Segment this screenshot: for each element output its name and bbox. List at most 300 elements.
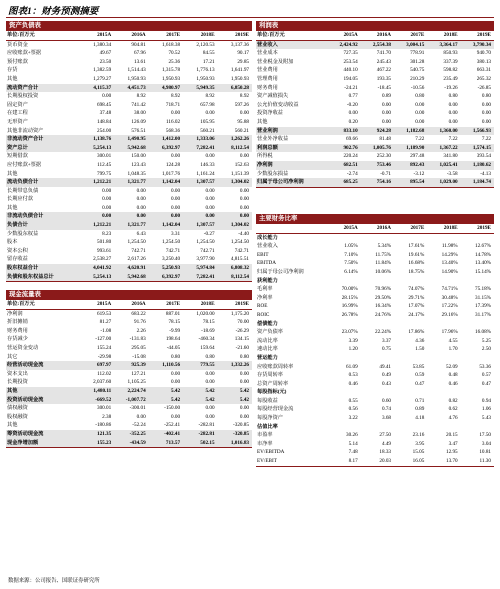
cell-value: 1,333.06 [183, 135, 217, 144]
cell-value: 1.20 [348, 346, 358, 353]
cell-value: -0.20 [346, 101, 358, 108]
cell-value [427, 277, 460, 286]
income-statement-title: 利润表 [256, 21, 494, 31]
cell-value: -44.05 [166, 344, 181, 351]
row-label: 营业收入 [256, 40, 327, 49]
cell-value: 0.94 [481, 397, 491, 404]
cell-value: 8.92 [239, 93, 249, 100]
cell-value: 1,254.50 [230, 239, 249, 246]
cell-value: 1,382.59 [93, 67, 112, 74]
cell-value: 78.15 [202, 319, 215, 326]
cell-value: 3.68 [381, 415, 392, 422]
table-row [256, 49, 494, 58]
category-row [256, 233, 494, 242]
cell-value: 29.85 [237, 58, 249, 65]
row-label: 应付账款+票据 [7, 161, 42, 168]
cell-value: 16.34% [375, 303, 392, 310]
header-year: 2018E [183, 31, 217, 40]
cell-value: 742.71 [234, 247, 249, 254]
cell-value: 1,618.38 [161, 41, 181, 48]
left-column-lower [6, 290, 252, 448]
cell-value: 297.48 [410, 153, 425, 160]
table-row [256, 397, 494, 406]
cell-value: 300.01 [96, 153, 112, 160]
cell-value [461, 233, 494, 242]
cell-value: 1,304.02 [218, 221, 252, 230]
cell-value [361, 233, 394, 242]
cell-value: 5,974.84 [183, 264, 217, 273]
cell-value: 4.55 [448, 337, 458, 344]
row-label: 其他非流动资产 [7, 127, 44, 134]
cell-value: 1,262.26 [218, 135, 252, 144]
table-row [6, 439, 252, 448]
cell-value: 1,321.77 [114, 221, 148, 230]
cell-value: 1,566.93 [461, 127, 494, 136]
cell-value: 0.00 [205, 153, 215, 160]
cell-value: 19.61% [408, 251, 425, 258]
table-row [256, 118, 494, 127]
cell-value: 11.84% [375, 260, 392, 267]
cell-value: -127.00 [95, 336, 112, 343]
cell-value: 0.00 [415, 110, 425, 117]
cell-value: 5.43 [481, 415, 491, 422]
cell-value [327, 277, 360, 286]
cell-value: 1,254.50 [161, 239, 181, 246]
cell-value: 194.05 [343, 75, 358, 82]
cell-value: -52.24 [132, 422, 146, 429]
cell-value: 741.42 [131, 101, 146, 108]
cell-value: 53.36 [479, 363, 491, 370]
cell-value: 0.00 [136, 413, 146, 420]
cell-value: 3.47 [448, 440, 458, 447]
cell-value: 1,480.11 [80, 387, 114, 396]
cell-value: 713.57 [149, 439, 183, 448]
cell-value: 23.16 [412, 432, 425, 439]
cell-value: 1,016.83 [218, 439, 252, 448]
cell-value: 1,315.78 [161, 67, 181, 74]
cell-value: 20.03 [361, 457, 394, 466]
row-label: 其他 [257, 118, 268, 125]
cell-value: 0.00 [102, 93, 112, 100]
right-column-lower [256, 214, 494, 467]
balance-sheet-table [6, 31, 252, 282]
header-year: 2019E [461, 224, 494, 233]
cell-value: -4.40 [238, 230, 249, 237]
row-label: 净利润 [7, 310, 23, 317]
cell-value: 779.55 [183, 361, 217, 370]
cell-value: 2,554.38 [361, 40, 394, 49]
cell-value: -320.85 [218, 430, 252, 439]
cell-value: 8.23 [102, 230, 112, 237]
table-row [6, 135, 252, 144]
cell-value: 1,182.68 [394, 127, 427, 136]
cell-value: 560.21 [200, 127, 215, 134]
cell-value: 78.15 [168, 319, 181, 326]
table-row [256, 40, 494, 49]
cell-value: 27.50 [379, 432, 392, 439]
row-label: 投资活动现金流 [6, 396, 80, 405]
cash-flow-title: 现金流量表 [6, 290, 252, 300]
cell-value: 0.59 [415, 372, 425, 379]
cell-value: 5.25 [481, 337, 491, 344]
cell-value: 254.00 [96, 127, 112, 134]
cell-value: 37.48 [99, 110, 112, 117]
cell-value: 7.50% [344, 260, 358, 267]
table-row [256, 380, 494, 389]
cell-value: 30.48% [441, 294, 458, 301]
cell-value: 18.75% [408, 268, 425, 275]
header-year: 2019E [461, 31, 494, 40]
cell-value: 10.81 [479, 449, 491, 456]
cell-value: -18.69 [201, 327, 215, 334]
cell-value: 727.35 [343, 50, 358, 57]
table-row [256, 259, 494, 268]
table-row [256, 242, 494, 251]
cell-value: 440.10 [343, 67, 358, 74]
cell-value: 17.07% [408, 303, 425, 310]
cell-value: 0.00 [381, 118, 392, 125]
cell-value: 0.00 [102, 187, 112, 194]
table-row [256, 302, 494, 311]
cell-value: 30.26 [346, 432, 358, 439]
row-label: 每股收益 [257, 397, 278, 404]
cell-value: 0.80 [415, 93, 425, 100]
row-label: 流动比率 [257, 337, 278, 344]
cell-value: 3.04 [481, 440, 491, 447]
cell-value: -29.98 [97, 353, 112, 360]
cell-value: 155.24 [96, 344, 112, 351]
table-row [6, 255, 252, 264]
cell-value: 146.33 [200, 161, 215, 168]
row-label: EV/EBITDA [257, 449, 285, 456]
cell-value: 28.15% [341, 294, 358, 301]
row-label: 归属于母公司净利润 [257, 268, 304, 275]
cell-value: 0.00 [205, 187, 215, 194]
cell-value: 8.92 [136, 93, 146, 100]
cell-value: 380.13 [476, 58, 491, 65]
cell-value: 10.06% [375, 268, 392, 275]
ratios-table [256, 224, 494, 467]
cell-value: 1,279.27 [93, 75, 112, 82]
table-row [6, 195, 252, 204]
header-year: 2017E [149, 300, 183, 309]
row-label: 营业收入 [257, 243, 278, 250]
cell-value: 0.00 [205, 204, 215, 211]
cell-value: 393.54 [476, 153, 491, 160]
cell-value: 1,360.00 [427, 127, 460, 136]
category-row [256, 320, 494, 329]
cell-value: 11.75% [375, 251, 392, 258]
table-row [256, 84, 494, 93]
cell-value: 245.43 [376, 58, 392, 65]
cell-value: 24.17% [408, 311, 425, 318]
row-label: 每股净资产 [257, 415, 283, 422]
cell-value: 467.22 [376, 67, 392, 74]
cell-value: 3,250.40 [161, 256, 181, 263]
row-label: ROIC [257, 311, 270, 318]
cell-value: 3.31 [171, 230, 181, 237]
cell-value: 4,980.97 [149, 84, 183, 93]
row-label: 预付账款 [7, 58, 28, 65]
row-label: 存货减少 [7, 336, 28, 343]
table-row [6, 421, 252, 430]
row-label: 应收账款+票据 [7, 50, 42, 57]
cell-value: 22.24% [375, 329, 392, 336]
cell-value [327, 423, 360, 432]
cell-value [461, 423, 494, 432]
row-label: EBIT [257, 251, 269, 258]
row-label: 资本支出 [7, 370, 28, 377]
cell-value: 0.00 [239, 405, 249, 412]
table-row [256, 251, 494, 260]
cell-value: 598.82 [443, 67, 458, 74]
cell-value: 23.07% [341, 329, 358, 336]
cell-value: 8,112.54 [218, 273, 252, 282]
cell-value: 0.80 [239, 353, 249, 360]
cell-value: 16.99% [341, 303, 358, 310]
cell-value: 220.24 [343, 153, 358, 160]
cell-value: 16.08% [475, 329, 491, 336]
cell-value: 112.02 [97, 370, 112, 377]
row-label: 筹资活动现金流 [6, 430, 80, 439]
cell-value: 0.47 [415, 380, 425, 387]
cell-value: 300.01 [96, 405, 112, 412]
header-year: 2018E [427, 31, 460, 40]
table-row [6, 84, 252, 93]
cell-value: 1,105.25 [127, 379, 146, 386]
cell-value: -669.52 [80, 396, 114, 405]
cell-value: 3,977.90 [196, 256, 215, 263]
cell-value: 1.50 [415, 346, 425, 353]
header-unit-label [256, 224, 327, 233]
cell-value: -4.13 [480, 170, 491, 177]
cell-value: 4,815.51 [230, 256, 249, 263]
cell-value: 2,538.27 [93, 256, 112, 263]
cell-value: 1,307.57 [183, 178, 217, 187]
cell-value: 2,120.53 [196, 41, 215, 48]
cell-value: 7.22 [481, 136, 491, 143]
cell-value: 38.00 [134, 110, 146, 117]
row-label: 其他 [7, 170, 18, 177]
cell-value: 0.00 [205, 405, 215, 412]
cell-value: 6.14% [344, 268, 358, 275]
cell-value: 14.90% [441, 268, 458, 275]
cell-value [327, 233, 360, 242]
table-row [6, 161, 252, 170]
category-row [256, 388, 494, 397]
table-row [256, 405, 494, 414]
cell-value: 940.70 [476, 50, 491, 57]
cell-value: 252.30 [376, 153, 392, 160]
cell-value: 2.38 [102, 413, 112, 420]
cell-value: 501.80 [96, 239, 112, 246]
cell-value: 7.22 [415, 136, 425, 143]
cell-value: 682.51 [327, 161, 360, 170]
cell-value: 253.54 [343, 58, 358, 65]
category-row [256, 423, 494, 432]
cell-value: 61.09 [346, 363, 358, 370]
row-label: 营业利润 [256, 127, 327, 136]
cell-value: 5.42 [218, 396, 252, 405]
table-row [6, 230, 252, 239]
cell-value: 67.96 [134, 50, 146, 57]
cell-value: 0.00 [171, 413, 181, 420]
cell-value: 0.00 [136, 187, 146, 194]
cell-value: 1,950.93 [127, 75, 146, 82]
cell-value: 3,364.17 [427, 40, 460, 49]
row-label: 负债合计 [6, 221, 80, 230]
cell-value: 0.57 [481, 372, 491, 379]
cell-value: 7,282.41 [183, 144, 217, 153]
cell-value: 1,574.15 [461, 144, 494, 153]
row-label: 应收账款周转率 [257, 363, 294, 370]
row-label: 非流动资产合计 [6, 135, 80, 144]
cell-value: 8.17 [327, 457, 360, 466]
cell-value: 25.36 [168, 58, 181, 65]
cell-value: 1,254.50 [196, 239, 215, 246]
cell-value: 1,025.41 [427, 161, 460, 170]
cell-value: 5.42 [149, 387, 183, 396]
cell-value: 0.46 [348, 380, 358, 387]
row-label: 现金净增加额 [6, 439, 80, 448]
cell-value: 7.48 [348, 449, 358, 456]
cell-value: 0.00 [415, 118, 425, 125]
cell-value [361, 354, 394, 363]
cell-value: 18.33 [379, 449, 392, 456]
table-row [256, 294, 494, 303]
cell-value: 2,617.26 [127, 256, 146, 263]
table-row [256, 75, 494, 84]
cell-value: 0.75 [381, 346, 392, 353]
cell-value: 1,029.00 [427, 178, 460, 187]
ratios-title: 主要财务比率 [256, 214, 494, 224]
cell-value: 31.15% [475, 294, 491, 301]
cell-value: 11.98% [441, 243, 458, 250]
table-row [6, 247, 252, 256]
row-label: 总资产周转率 [257, 380, 289, 387]
cell-value: 29.71% [408, 294, 425, 301]
cell-value: 1,138.76 [80, 135, 114, 144]
cell-value: 0.00 [171, 379, 181, 386]
table-row [6, 335, 252, 344]
header-year: 2019E [218, 31, 252, 40]
row-label: 营业费用 [257, 67, 278, 74]
cell-value: 95.88 [237, 118, 249, 125]
cell-value: 0.00 [205, 110, 215, 117]
table-row [256, 144, 494, 153]
cell-value: 5.42 [183, 387, 217, 396]
cell-value: 1,412.00 [149, 135, 183, 144]
cell-value [394, 388, 427, 397]
cell-value: 0.00 [239, 196, 249, 203]
cell-value: -3.58 [446, 170, 458, 177]
cell-value: 13.70 [427, 457, 460, 466]
cell-value: -402.41 [149, 430, 183, 439]
row-label: 其它 [7, 353, 18, 360]
cell-value [394, 233, 427, 242]
row-label: 无形资产 [7, 118, 28, 125]
category-row [256, 354, 494, 363]
cell-value: -460.34 [198, 336, 215, 343]
cell-value: 17.86% [408, 329, 425, 336]
header-year: 2018E [427, 224, 460, 233]
cell-value [327, 354, 360, 363]
row-label: 长期股权投资 [7, 93, 39, 100]
row-label: 股东权益合计 [6, 264, 80, 273]
cell-value: 74.07% [408, 286, 425, 293]
table-header-row [256, 31, 494, 40]
cell-value: 698.45 [96, 101, 112, 108]
cell-value: 0.47 [481, 380, 491, 387]
cell-value [427, 233, 460, 242]
cell-value: 0.46 [448, 380, 458, 387]
cell-value: 155.23 [80, 439, 114, 448]
cell-value: 1,161.24 [196, 170, 215, 177]
cell-value: 7.10% [344, 251, 358, 258]
table-row [6, 238, 252, 247]
category-row [256, 277, 494, 286]
cell-value: 993.61 [96, 247, 112, 254]
cell-value: -26.29 [235, 327, 249, 334]
cell-value: 17.39% [475, 303, 491, 310]
cell-value: 70.00 [237, 319, 249, 326]
cell-value: -180.86 [95, 422, 112, 429]
cell-value: 718.71 [165, 101, 181, 108]
cell-value: 1,254.50 [127, 239, 146, 246]
cell-value: 0.80 [448, 93, 458, 100]
cell-value: 5,949.35 [183, 84, 217, 93]
table-row [256, 363, 494, 372]
table-row [6, 92, 252, 101]
cell-value: 0.00 [136, 204, 146, 211]
table-row [6, 127, 252, 136]
cell-value: 148.84 [96, 118, 112, 125]
row-label: 经营活动现金流 [6, 361, 80, 370]
header-year: 2015A [327, 224, 360, 233]
cell-value: 5.14 [348, 440, 358, 447]
cell-value: 127.21 [131, 370, 146, 377]
table-row [6, 387, 252, 396]
cell-value: 210.29 [410, 75, 425, 82]
cell-value: 24.76% [375, 311, 392, 318]
cell-value: 0.00 [448, 101, 458, 108]
row-label: 市盈率 [257, 432, 273, 439]
cell-value: 29.16% [441, 311, 458, 318]
cell-value: 7,282.41 [183, 273, 217, 282]
cell-value: 198.64 [165, 336, 181, 343]
cell-value: -1.08 [100, 327, 112, 334]
table-row [6, 101, 252, 110]
cell-value: 112.45 [97, 161, 112, 168]
cell-value: 5.42 [149, 396, 183, 405]
cell-value: 235.49 [443, 75, 458, 82]
cell-value: 1,005.76 [361, 144, 394, 153]
row-label: 资产总计 [6, 144, 80, 153]
cell-value: 6,392.97 [149, 273, 183, 282]
row-label: 利润总额 [256, 144, 327, 153]
cell-value: 23.50 [99, 58, 112, 65]
cell-value: 0.77 [348, 93, 358, 100]
row-label: 财务费用 [7, 327, 28, 334]
cell-value: 0.00 [205, 379, 215, 386]
row-label: 营运能力 [257, 354, 278, 361]
table-row [6, 378, 252, 387]
cell-value [427, 320, 460, 329]
cell-value: 1.70 [448, 346, 458, 353]
cell-value: 0.56 [348, 406, 358, 413]
cell-value: 0.80 [481, 93, 491, 100]
cell-value: 0.71 [415, 397, 425, 404]
